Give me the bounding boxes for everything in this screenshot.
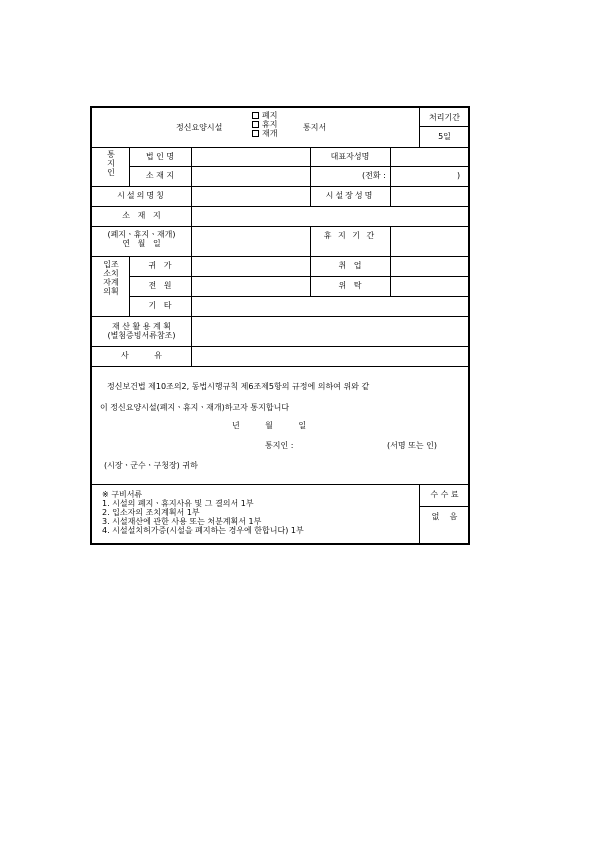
suspend-period-label: 휴 지 기 간 [323, 231, 377, 240]
title-suffix: 통지서 [303, 123, 327, 132]
title-facility: 정신요양시설 [176, 123, 223, 132]
corp-name-field[interactable] [192, 148, 309, 166]
date-label: (폐지ㆍ휴지ㆍ재개) 연 월 일 [107, 230, 176, 248]
document-item: 1. 시설의 폐지ㆍ휴지사유 및 그 결의서 1부 [102, 499, 254, 508]
return-home-field[interactable] [192, 257, 309, 275]
facility-name-field[interactable] [192, 187, 309, 205]
suspend-period-field[interactable] [391, 227, 470, 255]
resident-measures-label: 입조 소치 자계 의획 [103, 260, 119, 296]
entrust-label: 위 탁 [338, 281, 362, 290]
notifier-sign-field[interactable] [307, 438, 387, 452]
document-item: 4. 시설설치허가증(시설을 폐지하는 경우에 한합니다) 1부 [102, 526, 304, 535]
location-field[interactable] [192, 207, 470, 225]
location-label: 소 재 지 [122, 211, 161, 220]
property-plan-label: 재 산 활 용 계 획 (별첨증빙서류참조) [107, 322, 176, 340]
director-name-field[interactable] [391, 187, 470, 205]
addressee: (시장ㆍ군수ㆍ구청장) 귀하 [104, 461, 198, 470]
statement-line-1: 정신보건법 제10조의2, 동법시행규칙 제6조제5항의 규정에 의하여 위와 같 [107, 382, 370, 391]
documents-header: ※ 구비서류 [102, 490, 143, 499]
transfer-label: 전 원 [148, 281, 172, 290]
corp-name-label: 법 인 명 [145, 152, 175, 161]
return-home-label: 귀 가 [148, 261, 172, 270]
employment-label: 취 업 [338, 261, 362, 270]
director-name-label: 시설장성명 [325, 191, 375, 200]
transfer-field[interactable] [192, 277, 309, 295]
facility-name-label: 시설의명칭 [117, 191, 166, 200]
entrust-field[interactable] [391, 277, 470, 295]
date-line: 년 월 일 [232, 421, 307, 430]
statement-line-2: 이 정신요양시설(폐지ㆍ휴지ㆍ재개)하고자 통지합니다 [100, 403, 290, 412]
option-abolish[interactable]: 폐지 [252, 111, 277, 120]
address-field[interactable] [192, 167, 352, 185]
rep-name-label: 대표자성명 [330, 152, 370, 161]
sign-note: (서명 또는 인) [387, 441, 437, 450]
notification-form [90, 106, 470, 545]
rep-name-field[interactable] [391, 148, 470, 166]
date-field[interactable] [192, 227, 309, 255]
checkbox-icon [252, 112, 259, 119]
option-resume[interactable]: 재개 [252, 129, 277, 138]
phone-close: ) [457, 171, 461, 180]
fee-label: 수 수 료 [430, 490, 459, 499]
phone-label: (전화 : [362, 171, 386, 180]
notifier-sign-label: 통지인 : [265, 441, 294, 450]
notifier-side-label: 통 지 인 [107, 150, 115, 177]
other-field[interactable] [192, 297, 470, 315]
checkbox-icon [252, 121, 259, 128]
address-label: 소 재 지 [145, 171, 175, 180]
reason-field[interactable] [192, 347, 470, 365]
processing-label: 처리기간 [429, 113, 460, 122]
document-item: 2. 입소자의 조치계획서 1부 [102, 508, 200, 517]
reason-label: 사 유 [121, 351, 162, 360]
property-plan-field[interactable] [192, 317, 470, 345]
documents-list [102, 490, 304, 535]
checkbox-icon [252, 130, 259, 137]
other-label: 기 타 [148, 301, 172, 310]
fee-value: 없 음 [431, 512, 458, 521]
title-options [252, 111, 277, 138]
option-suspend[interactable]: 휴지 [252, 120, 277, 129]
document-item: 3. 시설재산에 관한 사용 또는 처분계획서 1부 [102, 517, 262, 526]
employment-field[interactable] [391, 257, 470, 275]
processing-value: 5일 [438, 132, 451, 141]
